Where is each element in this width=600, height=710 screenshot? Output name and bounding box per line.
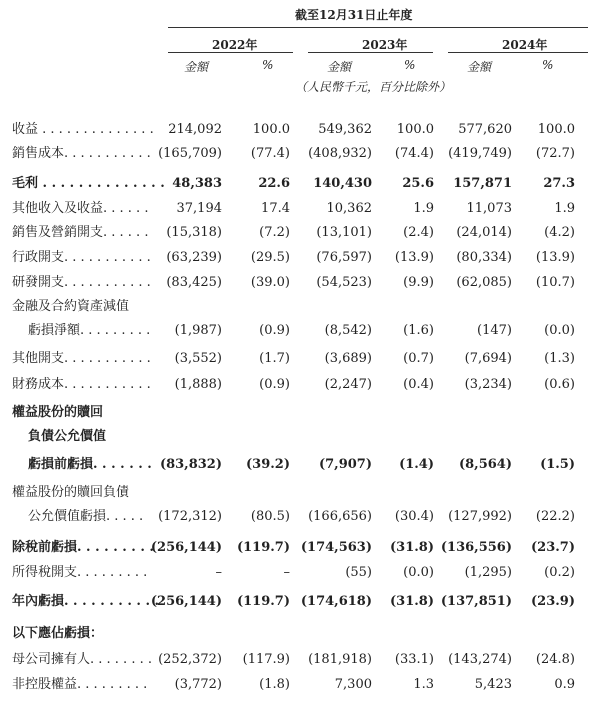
period-header: 截至12月31日止年度 <box>295 8 413 22</box>
row-label: 虧損淨額. . . . . . . . . <box>28 323 151 338</box>
table-row <box>0 506 600 528</box>
table-row <box>0 119 600 141</box>
percent-cell: (13.9) <box>394 250 434 265</box>
amount-cell: (136,556) <box>440 540 512 555</box>
percent-cell: 27.3 <box>543 176 575 191</box>
percent-cell: (119.7) <box>236 594 290 609</box>
row-label: 毛利 . . . . . . . . . . . . . . <box>12 176 165 191</box>
amount-cell: 48,383 <box>172 176 222 191</box>
row-label: 公允價值虧損. . . . . <box>28 509 144 524</box>
amount-cell: (7,694) <box>464 351 512 366</box>
percent-cell: (74.4) <box>394 146 434 161</box>
percent-cell: 1.3 <box>413 677 434 692</box>
table-row <box>0 649 600 671</box>
amount-cell: (63,239) <box>166 250 222 265</box>
percent-cell: 0.9 <box>554 677 575 692</box>
percent-cell: (10.7) <box>535 275 575 290</box>
table-row <box>0 537 600 559</box>
amount-cell: (256,144) <box>150 540 222 555</box>
table-row <box>0 348 600 370</box>
row-label: 年內虧損. . . . . . . . . . . <box>12 594 160 609</box>
row-label: 其他開支. . . . . . . . . . . <box>12 351 151 366</box>
table-row <box>0 143 600 165</box>
row-label: 銷售成本. . . . . . . . . . . <box>12 146 151 161</box>
percent-cell: (0.7) <box>403 351 434 366</box>
amount-cell: (3,552) <box>174 351 222 366</box>
amount-cell: (8,564) <box>458 457 512 472</box>
amount-cell: 11,073 <box>466 201 512 216</box>
percent-cell: – <box>283 565 290 580</box>
table-row <box>0 296 600 318</box>
percent-cell: (0.2) <box>544 565 575 580</box>
row-label: 行政開支. . . . . . . . . . . <box>12 250 151 265</box>
amount-cell: 10,362 <box>326 201 372 216</box>
amount-cell: (62,085) <box>456 275 512 290</box>
row-label: 權益股份的贖回負債 <box>12 485 130 500</box>
amount-cell: (147) <box>477 323 512 338</box>
percent-cell: (23.7) <box>531 540 575 555</box>
table-row <box>0 173 600 195</box>
amount-cell: (172,312) <box>158 509 222 524</box>
year-2024: 2024年 <box>502 38 548 52</box>
percent-cell: 17.4 <box>261 201 290 216</box>
table-row <box>0 402 600 424</box>
percent-cell: (30.4) <box>394 509 434 524</box>
percent-col-2022: % <box>262 58 274 72</box>
amount-cell: 7,300 <box>334 677 372 692</box>
table-row <box>0 272 600 294</box>
row-label: 負債公允價值 <box>28 429 107 444</box>
amount-cell: 549,362 <box>318 122 372 137</box>
year-2022: 2022年 <box>212 38 258 52</box>
amount-cell: (137,851) <box>440 594 512 609</box>
amount-col-2023: 金額 <box>327 60 352 74</box>
amount-cell: (256,144) <box>150 594 222 609</box>
percent-cell: (0.4) <box>403 377 434 392</box>
amount-cell: (143,274) <box>448 652 512 667</box>
amount-col-2024: 金額 <box>467 60 492 74</box>
percent-cell: (31.8) <box>390 540 434 555</box>
percent-cell: (0.9) <box>259 323 290 338</box>
row-label: 其他收入及收益. . . . . . <box>12 201 149 216</box>
percent-cell: (72.7) <box>535 146 575 161</box>
percent-cell: 25.6 <box>402 176 434 191</box>
percent-cell: (29.5) <box>250 250 290 265</box>
percent-col-2024: % <box>542 58 554 72</box>
amount-cell: (83,832) <box>159 457 222 472</box>
amount-cell: (1,888) <box>174 377 222 392</box>
table-row <box>0 591 600 613</box>
percent-cell: (22.2) <box>535 509 575 524</box>
amount-cell: 5,423 <box>474 677 512 692</box>
row-label: 以下應佔虧損： <box>12 626 104 641</box>
amount-cell: – <box>215 565 222 580</box>
percent-cell: (7.2) <box>259 225 290 240</box>
amount-cell: 140,430 <box>313 176 372 191</box>
amount-col-2022: 金額 <box>184 60 209 74</box>
percent-cell: (1.5) <box>540 457 575 472</box>
row-label: 研發開支. . . . . . . . . . . <box>12 275 151 290</box>
percent-cell: (4.2) <box>544 225 575 240</box>
table-row <box>0 374 600 396</box>
percent-cell: (0.9) <box>259 377 290 392</box>
amount-cell: 37,194 <box>176 201 222 216</box>
amount-cell: (3,772) <box>174 677 222 692</box>
amount-cell: 157,871 <box>453 176 512 191</box>
amount-cell: (8,542) <box>324 323 372 338</box>
percent-cell: (33.1) <box>394 652 434 667</box>
percent-cell: (2.4) <box>403 225 434 240</box>
amount-cell: (13,101) <box>316 225 372 240</box>
amount-cell: (55) <box>345 565 372 580</box>
percent-cell: (24.8) <box>535 652 575 667</box>
amount-cell: (3,689) <box>324 351 372 366</box>
amount-cell: (1,987) <box>174 323 222 338</box>
unit-note: （人民幣千元，百分比除外） <box>295 80 452 94</box>
percent-cell: (39.0) <box>250 275 290 290</box>
table-row <box>0 562 600 584</box>
row-label: 金融及合約資產減值 <box>12 299 130 314</box>
table-row <box>0 674 600 696</box>
table-row <box>0 623 600 645</box>
row-label: 所得稅開支. . . . . . . . . <box>12 565 148 580</box>
table-row <box>0 222 600 244</box>
percent-cell: (0.6) <box>544 377 575 392</box>
amount-cell: (408,932) <box>308 146 372 161</box>
percent-cell: 100.0 <box>396 122 434 137</box>
percent-col-2023: % <box>404 58 416 72</box>
amount-cell: (181,918) <box>308 652 372 667</box>
header-divider <box>168 27 588 28</box>
amount-cell: 214,092 <box>168 122 222 137</box>
year-2023-underline <box>308 52 433 53</box>
table-row <box>0 320 600 342</box>
amount-cell: (76,597) <box>316 250 372 265</box>
amount-cell: (80,334) <box>456 250 512 265</box>
percent-cell: (1.7) <box>259 351 290 366</box>
percent-cell: (1.3) <box>544 351 575 366</box>
percent-cell: (117.9) <box>242 652 290 667</box>
row-label: 銷售及營銷開支. . . . . . <box>12 225 149 240</box>
amount-cell: (15,318) <box>166 225 222 240</box>
amount-cell: (7,907) <box>318 457 372 472</box>
percent-cell: 100.0 <box>537 122 575 137</box>
amount-cell: (24,014) <box>456 225 512 240</box>
percent-cell: 1.9 <box>413 201 434 216</box>
percent-cell: (1.6) <box>403 323 434 338</box>
percent-cell: 100.0 <box>252 122 290 137</box>
row-label: 除稅前虧損. . . . . . . . . <box>12 540 154 555</box>
percent-cell: (77.4) <box>250 146 290 161</box>
table-row <box>0 454 600 476</box>
amount-cell: (2,247) <box>324 377 372 392</box>
year-2024-underline <box>448 52 588 53</box>
year-2023: 2023年 <box>362 38 408 52</box>
amount-cell: (174,563) <box>300 540 372 555</box>
percent-cell: (80.5) <box>250 509 290 524</box>
year-2022-underline <box>168 52 293 53</box>
amount-cell: (54,523) <box>316 275 372 290</box>
amount-cell: (83,425) <box>166 275 222 290</box>
row-label: 收益 . . . . . . . . . . . . . . <box>12 122 154 137</box>
amount-cell: (1,295) <box>464 565 512 580</box>
percent-cell: 1.9 <box>554 201 575 216</box>
amount-cell: (174,618) <box>300 594 372 609</box>
table-row <box>0 198 600 220</box>
percent-cell: (39.2) <box>246 457 290 472</box>
percent-cell: 22.6 <box>258 176 290 191</box>
percent-cell: (1.4) <box>399 457 434 472</box>
table-row <box>0 482 600 504</box>
row-label: 母公司擁有人. . . . . . . . <box>12 652 152 667</box>
row-label: 虧損前虧損. . . . . . . <box>28 457 152 472</box>
amount-cell: (3,234) <box>464 377 512 392</box>
percent-cell: (119.7) <box>236 540 290 555</box>
percent-cell: (23.9) <box>531 594 575 609</box>
row-label: 財務成本. . . . . . . . . . . <box>12 377 151 392</box>
table-row <box>0 426 600 448</box>
amount-cell: (127,992) <box>448 509 512 524</box>
amount-cell: (252,372) <box>158 652 222 667</box>
percent-cell: (1.8) <box>259 677 290 692</box>
row-label: 非控股權益. . . . . . . . . <box>12 677 148 692</box>
percent-cell: (13.9) <box>535 250 575 265</box>
row-label: 權益股份的贖回 <box>12 405 104 420</box>
amount-cell: (166,656) <box>308 509 372 524</box>
amount-cell: (419,749) <box>448 146 512 161</box>
percent-cell: (31.8) <box>390 594 434 609</box>
amount-cell: 577,620 <box>458 122 512 137</box>
percent-cell: (0.0) <box>544 323 575 338</box>
amount-cell: (165,709) <box>158 146 222 161</box>
percent-cell: (0.0) <box>403 565 434 580</box>
percent-cell: (9.9) <box>403 275 434 290</box>
table-row <box>0 247 600 269</box>
